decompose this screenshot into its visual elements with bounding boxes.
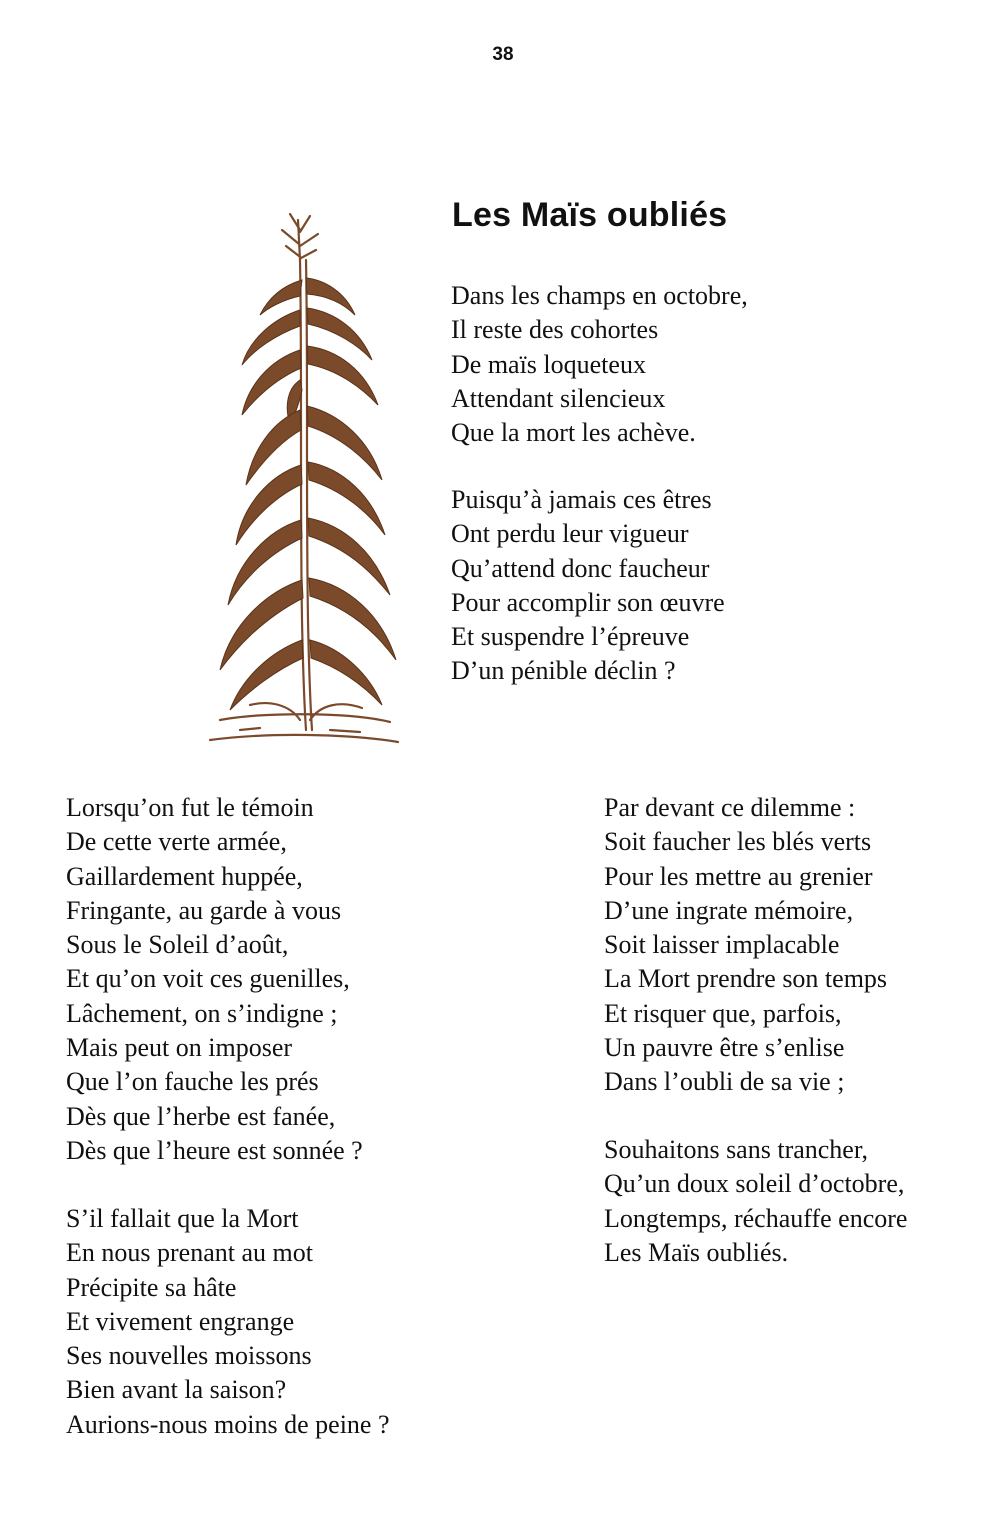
verse-line: Bien avant la saison? [66, 1375, 287, 1405]
verse-line: Soit laisser implacable [604, 930, 840, 960]
verse-line: Précipite sa hâte [66, 1272, 237, 1302]
verse-line: Dès que l’heure est sonnée ? [66, 1135, 363, 1165]
verse-line: Aurions-nous moins de peine ? [66, 1409, 390, 1439]
verse-line: D’un pénible déclin ? [451, 656, 676, 686]
stanza-4 [66, 1202, 390, 1442]
verse-line: Ses nouvelles moissons [66, 1341, 312, 1371]
corn-stalk-drawing [150, 200, 410, 760]
verse-line: Sous le Soleil d’août, [66, 930, 289, 960]
verse-line: Et risquer que, parfois, [604, 998, 842, 1028]
stanza-2 [451, 483, 725, 689]
verse-line: Souhaitons sans trancher, [604, 1135, 868, 1164]
verse-line: Ont perdu leur vigueur [451, 519, 689, 549]
verse-line: Dans les champs en octobre, [451, 281, 748, 310]
verse-line: Lâchement, on s’indigne ; [66, 998, 338, 1028]
verse-line: La Mort prendre son temps [604, 964, 888, 994]
verse-line: Qu’attend donc faucheur [451, 553, 710, 583]
poem-title: Les Maïs oubliés [452, 196, 728, 234]
verse-line: Que l’on fauche les prés [66, 1067, 319, 1097]
verse-line: Et qu’on voit ces guenilles, [66, 964, 350, 994]
stanza-1 [451, 279, 748, 450]
verse-line: Lorsqu’on fut le témoin [66, 793, 314, 822]
verse-line: Il reste des cohortes [451, 315, 659, 345]
verse-line: Les Maïs oubliés. [604, 1237, 789, 1267]
verse-line: De cette verte armée, [66, 827, 287, 857]
verse-line: Dès que l’herbe est fanée, [66, 1101, 336, 1131]
verse-line: De maïs loqueteux [451, 349, 646, 379]
stanza-6 [604, 1133, 907, 1270]
verse-line: Dans l’oubli de sa vie ; [604, 1067, 845, 1097]
verse-line: Pour accomplir son œuvre [451, 587, 725, 617]
verse-line: Soit faucher les blés verts [604, 827, 872, 857]
page-number: 38 [492, 44, 514, 65]
stanza-5 [604, 791, 887, 1100]
verse-line: Gaillardement huppée, [66, 861, 303, 891]
verse-line: Et vivement engrange [66, 1306, 295, 1336]
verse-line: Et suspendre l’épreuve [451, 622, 690, 652]
verse-line: Longtemps, réchauffe encore [604, 1203, 908, 1233]
verse-line: Puisqu’à jamais ces êtres [451, 485, 712, 514]
verse-line: Mais peut on imposer [66, 1033, 293, 1063]
verse-line: S’il fallait que la Mort [66, 1204, 299, 1233]
verse-line: Qu’un doux soleil d’octobre, [604, 1169, 905, 1199]
verse-line: D’une ingrate mémoire, [604, 895, 854, 925]
verse-line: Que la mort les achève. [451, 418, 696, 448]
verse-line: Un pauvre être s’enlise [604, 1033, 845, 1063]
verse-line: Pour les mettre au grenier [604, 861, 873, 891]
verse-line: Fringante, au garde à vous [66, 895, 342, 925]
verse-line: En nous prenant au mot [66, 1238, 313, 1268]
stanza-3 [66, 791, 363, 1168]
verse-line: Par devant ce dilemme : [604, 793, 856, 822]
verse-line: Attendant silencieux [451, 383, 666, 413]
